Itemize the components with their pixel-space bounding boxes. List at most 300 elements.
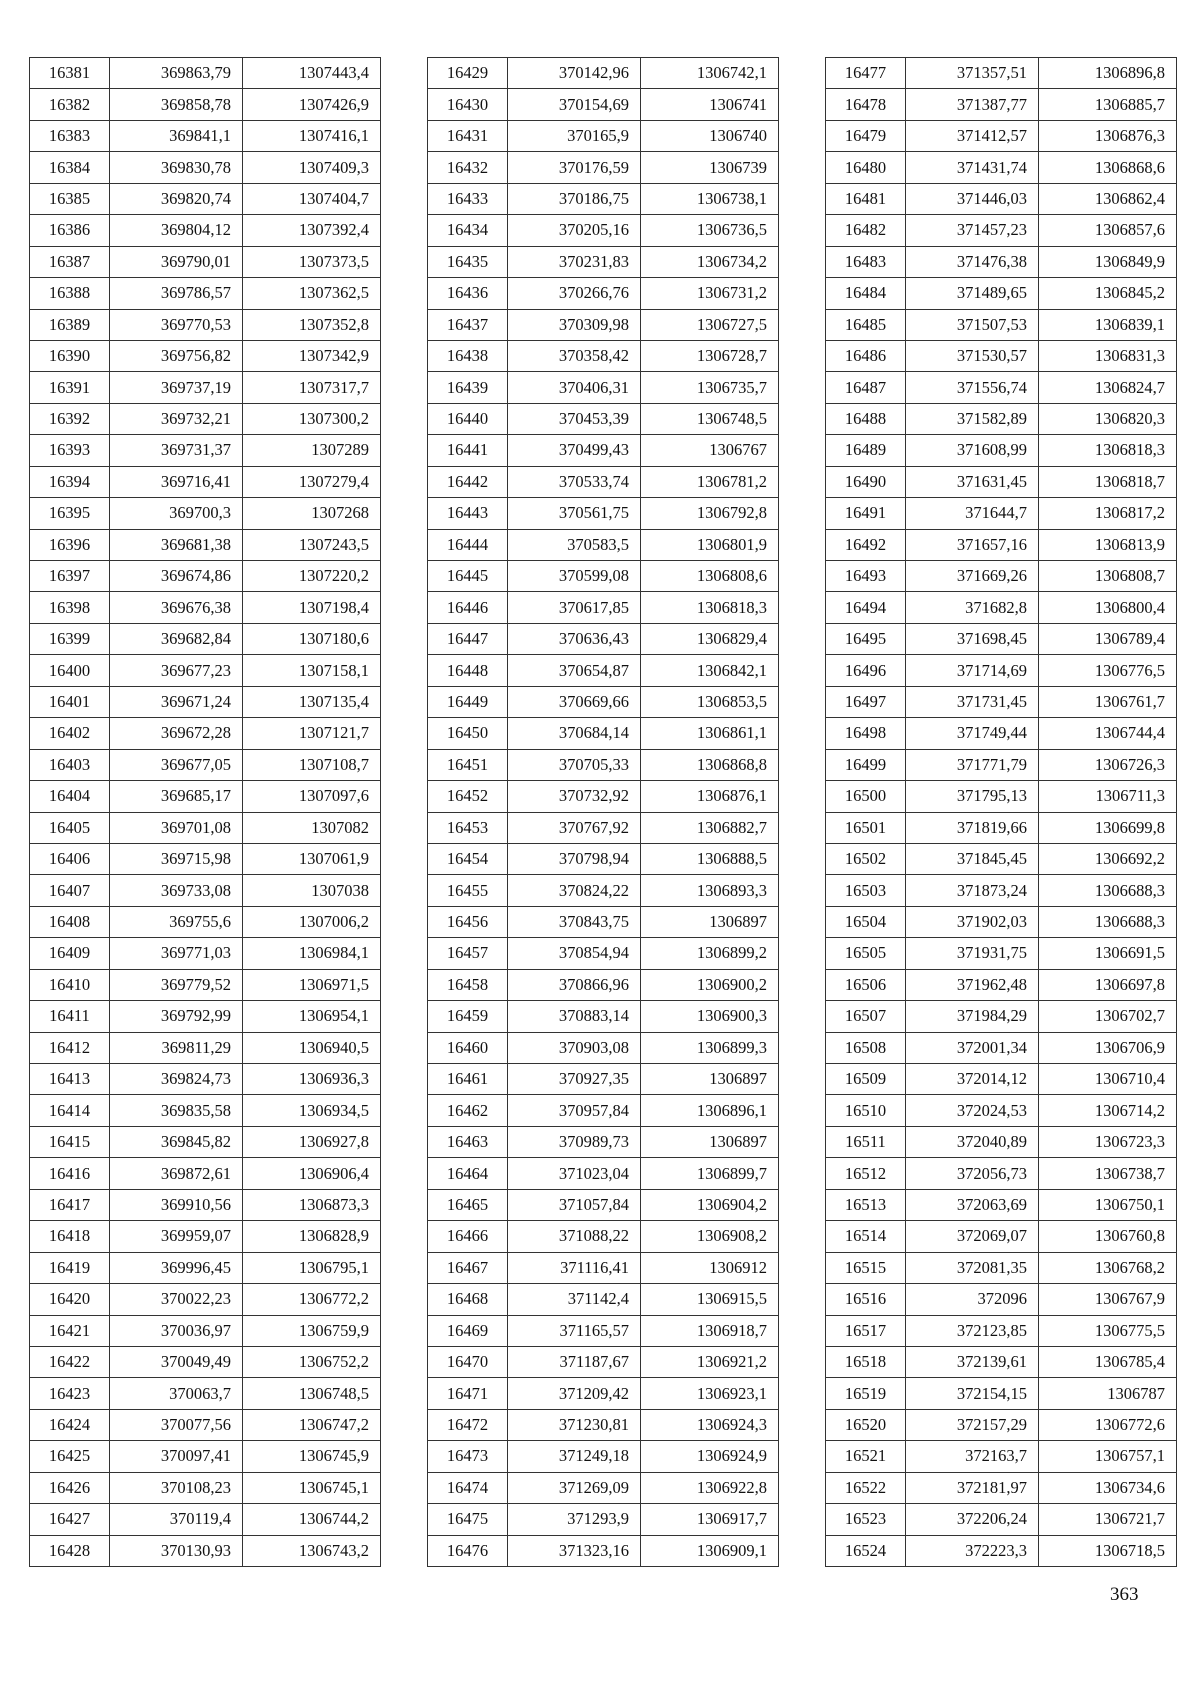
table-row — [30, 58, 381, 89]
point-number-cell: 16454 — [428, 843, 508, 874]
x-coordinate-cell: 370266,76 — [508, 278, 641, 309]
point-number-cell: 16509 — [826, 1064, 906, 1095]
point-number-cell: 16504 — [826, 906, 906, 937]
y-coordinate-cell: 1306745,9 — [243, 1441, 381, 1472]
table-row — [428, 1252, 779, 1283]
point-number-cell: 16472 — [428, 1409, 508, 1440]
x-coordinate-cell: 370063,7 — [110, 1378, 243, 1409]
x-coordinate-cell: 371489,65 — [906, 278, 1039, 309]
x-coordinate-cell: 370957,84 — [508, 1095, 641, 1126]
x-coordinate-cell: 369733,08 — [110, 875, 243, 906]
y-coordinate-cell: 1307198,4 — [243, 592, 381, 623]
y-coordinate-cell: 1306688,3 — [1039, 906, 1177, 937]
y-coordinate-cell: 1306915,5 — [641, 1284, 779, 1315]
y-coordinate-cell: 1307097,6 — [243, 781, 381, 812]
table-row — [826, 1095, 1177, 1126]
x-coordinate-cell: 371771,79 — [906, 749, 1039, 780]
point-number-cell: 16406 — [30, 843, 110, 874]
table-row — [826, 781, 1177, 812]
x-coordinate-cell: 370883,14 — [508, 1001, 641, 1032]
point-number-cell: 16524 — [826, 1535, 906, 1566]
point-number-cell: 16387 — [30, 246, 110, 277]
point-number-cell: 16495 — [826, 623, 906, 654]
x-coordinate-cell: 369771,03 — [110, 938, 243, 969]
y-coordinate-cell: 1306787 — [1039, 1378, 1177, 1409]
table-row — [30, 686, 381, 717]
table-row — [428, 372, 779, 403]
point-number-cell: 16403 — [30, 749, 110, 780]
table-row — [826, 1189, 1177, 1220]
y-coordinate-cell: 1307061,9 — [243, 843, 381, 874]
table-row — [826, 340, 1177, 371]
x-coordinate-cell: 371357,51 — [906, 58, 1039, 89]
x-coordinate-cell: 371187,67 — [508, 1346, 641, 1377]
y-coordinate-cell: 1306853,5 — [641, 686, 779, 717]
point-number-cell: 16437 — [428, 309, 508, 340]
point-number-cell: 16418 — [30, 1221, 110, 1252]
y-coordinate-cell: 1306893,3 — [641, 875, 779, 906]
table-row — [30, 435, 381, 466]
y-coordinate-cell: 1306876,1 — [641, 781, 779, 812]
point-number-cell: 16462 — [428, 1095, 508, 1126]
point-number-cell: 16417 — [30, 1189, 110, 1220]
point-number-cell: 16434 — [428, 215, 508, 246]
point-number-cell: 16500 — [826, 781, 906, 812]
table-row — [826, 120, 1177, 151]
y-coordinate-cell: 1306781,2 — [641, 466, 779, 497]
x-coordinate-cell: 371165,57 — [508, 1315, 641, 1346]
y-coordinate-cell: 1307279,4 — [243, 466, 381, 497]
point-number-cell: 16392 — [30, 403, 110, 434]
point-number-cell: 16512 — [826, 1158, 906, 1189]
x-coordinate-cell: 371457,23 — [906, 215, 1039, 246]
table-row — [428, 466, 779, 497]
y-coordinate-cell: 1306831,3 — [1039, 340, 1177, 371]
x-coordinate-cell: 371795,13 — [906, 781, 1039, 812]
point-number-cell: 16444 — [428, 529, 508, 560]
table-row — [30, 906, 381, 937]
table-row — [428, 58, 779, 89]
table-row — [30, 403, 381, 434]
x-coordinate-cell: 371669,26 — [906, 561, 1039, 592]
y-coordinate-cell: 1306861,1 — [641, 718, 779, 749]
point-number-cell: 16432 — [428, 152, 508, 183]
x-coordinate-cell: 372181,97 — [906, 1472, 1039, 1503]
point-number-cell: 16452 — [428, 781, 508, 812]
x-coordinate-cell: 371387,77 — [906, 89, 1039, 120]
y-coordinate-cell: 1307373,5 — [243, 246, 381, 277]
x-coordinate-cell: 372154,15 — [906, 1378, 1039, 1409]
y-coordinate-cell: 1306829,4 — [641, 623, 779, 654]
point-number-cell: 16507 — [826, 1001, 906, 1032]
point-number-cell: 16412 — [30, 1032, 110, 1063]
table-row — [826, 183, 1177, 214]
y-coordinate-cell: 1306738,7 — [1039, 1158, 1177, 1189]
table-row — [30, 1504, 381, 1535]
y-coordinate-cell: 1306936,3 — [243, 1064, 381, 1095]
point-number-cell: 16469 — [428, 1315, 508, 1346]
y-coordinate-cell: 1306801,9 — [641, 529, 779, 560]
x-coordinate-cell: 370669,66 — [508, 686, 641, 717]
x-coordinate-cell: 370583,5 — [508, 529, 641, 560]
point-number-cell: 16518 — [826, 1346, 906, 1377]
x-coordinate-cell: 370108,23 — [110, 1472, 243, 1503]
table-row — [826, 592, 1177, 623]
x-coordinate-cell: 369811,29 — [110, 1032, 243, 1063]
x-coordinate-cell: 372063,69 — [906, 1189, 1039, 1220]
table-row — [826, 1158, 1177, 1189]
y-coordinate-cell: 1306918,7 — [641, 1315, 779, 1346]
point-number-cell: 16435 — [428, 246, 508, 277]
point-number-cell: 16503 — [826, 875, 906, 906]
x-coordinate-cell: 372157,29 — [906, 1409, 1039, 1440]
point-number-cell: 16427 — [30, 1504, 110, 1535]
y-coordinate-cell: 1306868,8 — [641, 749, 779, 780]
table-row — [30, 1032, 381, 1063]
x-coordinate-cell: 371088,22 — [508, 1221, 641, 1252]
table-row — [826, 1346, 1177, 1377]
table-row — [30, 498, 381, 529]
point-number-cell: 16448 — [428, 655, 508, 686]
x-coordinate-cell: 369681,38 — [110, 529, 243, 560]
x-coordinate-cell: 369872,61 — [110, 1158, 243, 1189]
y-coordinate-cell: 1306839,1 — [1039, 309, 1177, 340]
point-number-cell: 16464 — [428, 1158, 508, 1189]
x-coordinate-cell: 370077,56 — [110, 1409, 243, 1440]
x-coordinate-cell: 370798,94 — [508, 843, 641, 874]
table-row — [826, 466, 1177, 497]
y-coordinate-cell: 1306688,3 — [1039, 875, 1177, 906]
x-coordinate-cell: 372040,89 — [906, 1126, 1039, 1157]
point-number-cell: 16471 — [428, 1378, 508, 1409]
y-coordinate-cell: 1307342,9 — [243, 340, 381, 371]
y-coordinate-cell: 1306824,7 — [1039, 372, 1177, 403]
point-number-cell: 16443 — [428, 498, 508, 529]
point-number-cell: 16447 — [428, 623, 508, 654]
table-row — [30, 120, 381, 151]
table-row — [428, 781, 779, 812]
y-coordinate-cell: 1307426,9 — [243, 89, 381, 120]
y-coordinate-cell: 1306922,8 — [641, 1472, 779, 1503]
point-number-cell: 16463 — [428, 1126, 508, 1157]
y-coordinate-cell: 1306917,7 — [641, 1504, 779, 1535]
table-row — [826, 435, 1177, 466]
x-coordinate-cell: 371323,16 — [508, 1535, 641, 1566]
point-number-cell: 16510 — [826, 1095, 906, 1126]
point-number-cell: 16479 — [826, 120, 906, 151]
point-number-cell: 16459 — [428, 1001, 508, 1032]
point-number-cell: 16398 — [30, 592, 110, 623]
x-coordinate-cell: 369672,28 — [110, 718, 243, 749]
table-row — [30, 1472, 381, 1503]
point-number-cell: 16423 — [30, 1378, 110, 1409]
y-coordinate-cell: 1306940,5 — [243, 1032, 381, 1063]
table-row — [826, 749, 1177, 780]
x-coordinate-cell: 369700,3 — [110, 498, 243, 529]
y-coordinate-cell: 1306772,2 — [243, 1284, 381, 1315]
point-number-cell: 16397 — [30, 561, 110, 592]
y-coordinate-cell: 1306900,3 — [641, 1001, 779, 1032]
point-number-cell: 16389 — [30, 309, 110, 340]
y-coordinate-cell: 1306882,7 — [641, 812, 779, 843]
point-number-cell: 16496 — [826, 655, 906, 686]
table-row — [826, 875, 1177, 906]
x-coordinate-cell: 370036,97 — [110, 1315, 243, 1346]
table-row — [428, 1001, 779, 1032]
y-coordinate-cell: 1307006,2 — [243, 906, 381, 937]
x-coordinate-cell: 369677,23 — [110, 655, 243, 686]
x-coordinate-cell: 369824,73 — [110, 1064, 243, 1095]
y-coordinate-cell: 1306912 — [641, 1252, 779, 1283]
x-coordinate-cell: 370617,85 — [508, 592, 641, 623]
table-row — [428, 875, 779, 906]
point-number-cell: 16468 — [428, 1284, 508, 1315]
x-coordinate-cell: 370561,75 — [508, 498, 641, 529]
x-coordinate-cell: 371431,74 — [906, 152, 1039, 183]
table-row — [826, 1409, 1177, 1440]
point-number-cell: 16442 — [428, 466, 508, 497]
table-row — [428, 906, 779, 937]
y-coordinate-cell: 1306842,1 — [641, 655, 779, 686]
x-coordinate-cell: 370533,74 — [508, 466, 641, 497]
point-number-cell: 16408 — [30, 906, 110, 937]
y-coordinate-cell: 1306792,8 — [641, 498, 779, 529]
table-row — [826, 906, 1177, 937]
x-coordinate-cell: 371657,16 — [906, 529, 1039, 560]
table-row — [30, 152, 381, 183]
y-coordinate-cell: 1306818,3 — [1039, 435, 1177, 466]
point-number-cell: 16436 — [428, 278, 508, 309]
table-row — [826, 58, 1177, 89]
x-coordinate-cell: 370824,22 — [508, 875, 641, 906]
y-coordinate-cell: 1306776,5 — [1039, 655, 1177, 686]
x-coordinate-cell: 371556,74 — [906, 372, 1039, 403]
x-coordinate-cell: 370499,43 — [508, 435, 641, 466]
y-coordinate-cell: 1306899,7 — [641, 1158, 779, 1189]
page-number: 363 — [1110, 1584, 1139, 1605]
table-row — [428, 183, 779, 214]
y-coordinate-cell: 1307362,5 — [243, 278, 381, 309]
point-number-cell: 16446 — [428, 592, 508, 623]
point-number-cell: 16517 — [826, 1315, 906, 1346]
x-coordinate-cell: 369830,78 — [110, 152, 243, 183]
x-coordinate-cell: 371608,99 — [906, 435, 1039, 466]
table-row — [30, 340, 381, 371]
point-number-cell: 16409 — [30, 938, 110, 969]
y-coordinate-cell: 1307135,4 — [243, 686, 381, 717]
x-coordinate-cell: 371507,53 — [906, 309, 1039, 340]
table-row — [826, 1032, 1177, 1063]
y-coordinate-cell: 1306813,9 — [1039, 529, 1177, 560]
table-row — [30, 969, 381, 1000]
y-coordinate-cell: 1306748,5 — [243, 1378, 381, 1409]
y-coordinate-cell: 1306721,7 — [1039, 1504, 1177, 1535]
point-number-cell: 16433 — [428, 183, 508, 214]
y-coordinate-cell: 1306740 — [641, 120, 779, 151]
table-row — [826, 498, 1177, 529]
y-coordinate-cell: 1306897 — [641, 1126, 779, 1157]
x-coordinate-cell: 370866,96 — [508, 969, 641, 1000]
y-coordinate-cell: 1306772,6 — [1039, 1409, 1177, 1440]
x-coordinate-cell: 371631,45 — [906, 466, 1039, 497]
point-number-cell: 16484 — [826, 278, 906, 309]
y-coordinate-cell: 1306800,4 — [1039, 592, 1177, 623]
table-row — [428, 1126, 779, 1157]
point-number-cell: 16485 — [826, 309, 906, 340]
point-number-cell: 16402 — [30, 718, 110, 749]
table-row — [428, 1315, 779, 1346]
point-number-cell: 16514 — [826, 1221, 906, 1252]
y-coordinate-cell: 1306906,4 — [243, 1158, 381, 1189]
x-coordinate-cell: 370854,94 — [508, 938, 641, 969]
y-coordinate-cell: 1306743,2 — [243, 1535, 381, 1566]
point-number-cell: 16439 — [428, 372, 508, 403]
y-coordinate-cell: 1306845,2 — [1039, 278, 1177, 309]
point-number-cell: 16455 — [428, 875, 508, 906]
y-coordinate-cell: 1306795,1 — [243, 1252, 381, 1283]
table-row — [30, 1346, 381, 1377]
table-row — [30, 623, 381, 654]
point-number-cell: 16391 — [30, 372, 110, 403]
table-row — [826, 1472, 1177, 1503]
point-number-cell: 16498 — [826, 718, 906, 749]
table-row — [826, 1064, 1177, 1095]
table-row — [30, 1284, 381, 1315]
y-coordinate-cell: 1306873,3 — [243, 1189, 381, 1220]
x-coordinate-cell: 371116,41 — [508, 1252, 641, 1283]
x-coordinate-cell: 371230,81 — [508, 1409, 641, 1440]
table-row — [428, 561, 779, 592]
x-coordinate-cell: 369792,99 — [110, 1001, 243, 1032]
y-coordinate-cell: 1306896,1 — [641, 1095, 779, 1126]
y-coordinate-cell: 1307416,1 — [243, 120, 381, 151]
point-number-cell: 16460 — [428, 1032, 508, 1063]
point-number-cell: 16411 — [30, 1001, 110, 1032]
point-number-cell: 16508 — [826, 1032, 906, 1063]
table-row — [428, 843, 779, 874]
table-row — [428, 278, 779, 309]
table-row — [30, 372, 381, 403]
x-coordinate-cell: 372001,34 — [906, 1032, 1039, 1063]
x-coordinate-cell: 370130,93 — [110, 1535, 243, 1566]
y-coordinate-cell: 1306761,7 — [1039, 686, 1177, 717]
y-coordinate-cell: 1306735,7 — [641, 372, 779, 403]
table-row — [428, 1095, 779, 1126]
x-coordinate-cell: 371530,57 — [906, 340, 1039, 371]
y-coordinate-cell: 1306706,9 — [1039, 1032, 1177, 1063]
x-coordinate-cell: 372223,3 — [906, 1535, 1039, 1566]
x-coordinate-cell: 371644,7 — [906, 498, 1039, 529]
x-coordinate-cell: 370119,4 — [110, 1504, 243, 1535]
point-number-cell: 16451 — [428, 749, 508, 780]
point-number-cell: 16401 — [30, 686, 110, 717]
table-row — [428, 1284, 779, 1315]
table-row — [30, 1189, 381, 1220]
x-coordinate-cell: 372123,85 — [906, 1315, 1039, 1346]
y-coordinate-cell: 1306954,1 — [243, 1001, 381, 1032]
y-coordinate-cell: 1306757,1 — [1039, 1441, 1177, 1472]
point-number-cell: 16520 — [826, 1409, 906, 1440]
point-number-cell: 16429 — [428, 58, 508, 89]
point-number-cell: 16453 — [428, 812, 508, 843]
x-coordinate-cell: 369996,45 — [110, 1252, 243, 1283]
x-coordinate-cell: 369845,82 — [110, 1126, 243, 1157]
x-coordinate-cell: 369732,21 — [110, 403, 243, 434]
x-coordinate-cell: 369858,78 — [110, 89, 243, 120]
table-row — [30, 875, 381, 906]
y-coordinate-cell: 1306702,7 — [1039, 1001, 1177, 1032]
y-coordinate-cell: 1307352,8 — [243, 309, 381, 340]
point-number-cell: 16395 — [30, 498, 110, 529]
point-number-cell: 16515 — [826, 1252, 906, 1283]
y-coordinate-cell: 1306691,5 — [1039, 938, 1177, 969]
table-row — [30, 843, 381, 874]
point-number-cell: 16505 — [826, 938, 906, 969]
table-row — [30, 1001, 381, 1032]
y-coordinate-cell: 1306745,1 — [243, 1472, 381, 1503]
x-coordinate-cell: 370022,23 — [110, 1284, 243, 1315]
point-number-cell: 16405 — [30, 812, 110, 843]
point-number-cell: 16482 — [826, 215, 906, 246]
table-row — [30, 1315, 381, 1346]
x-coordinate-cell: 369786,57 — [110, 278, 243, 309]
x-coordinate-cell: 369676,38 — [110, 592, 243, 623]
x-coordinate-cell: 370176,59 — [508, 152, 641, 183]
y-coordinate-cell: 1306710,4 — [1039, 1064, 1177, 1095]
point-number-cell: 16506 — [826, 969, 906, 1000]
point-number-cell: 16480 — [826, 152, 906, 183]
x-coordinate-cell: 370406,31 — [508, 372, 641, 403]
x-coordinate-cell: 370049,49 — [110, 1346, 243, 1377]
point-number-cell: 16415 — [30, 1126, 110, 1157]
x-coordinate-cell: 369770,53 — [110, 309, 243, 340]
x-coordinate-cell: 369671,24 — [110, 686, 243, 717]
table-row — [826, 372, 1177, 403]
y-coordinate-cell: 1306742,1 — [641, 58, 779, 89]
x-coordinate-cell: 370927,35 — [508, 1064, 641, 1095]
table-row — [428, 655, 779, 686]
point-number-cell: 16396 — [30, 529, 110, 560]
point-number-cell: 16492 — [826, 529, 906, 560]
x-coordinate-cell: 372014,12 — [906, 1064, 1039, 1095]
table-row — [826, 686, 1177, 717]
x-coordinate-cell: 372206,24 — [906, 1504, 1039, 1535]
x-coordinate-cell: 371582,89 — [906, 403, 1039, 434]
y-coordinate-cell: 1306900,2 — [641, 969, 779, 1000]
table-row — [428, 152, 779, 183]
table-row — [428, 1409, 779, 1440]
coordinates-table-2 — [427, 57, 779, 1567]
x-coordinate-cell: 371962,48 — [906, 969, 1039, 1000]
point-number-cell: 16410 — [30, 969, 110, 1000]
table-row — [428, 120, 779, 151]
table-row — [30, 1441, 381, 1472]
table-row — [826, 655, 1177, 686]
x-coordinate-cell: 370989,73 — [508, 1126, 641, 1157]
y-coordinate-cell: 1306909,1 — [641, 1535, 779, 1566]
point-number-cell: 16477 — [826, 58, 906, 89]
point-number-cell: 16513 — [826, 1189, 906, 1220]
y-coordinate-cell: 1307108,7 — [243, 749, 381, 780]
x-coordinate-cell: 369685,17 — [110, 781, 243, 812]
x-coordinate-cell: 370186,75 — [508, 183, 641, 214]
y-coordinate-cell: 1306752,2 — [243, 1346, 381, 1377]
y-coordinate-cell: 1307038 — [243, 875, 381, 906]
table-row — [30, 1378, 381, 1409]
x-coordinate-cell: 371714,69 — [906, 655, 1039, 686]
point-number-cell: 16386 — [30, 215, 110, 246]
table-row — [30, 781, 381, 812]
